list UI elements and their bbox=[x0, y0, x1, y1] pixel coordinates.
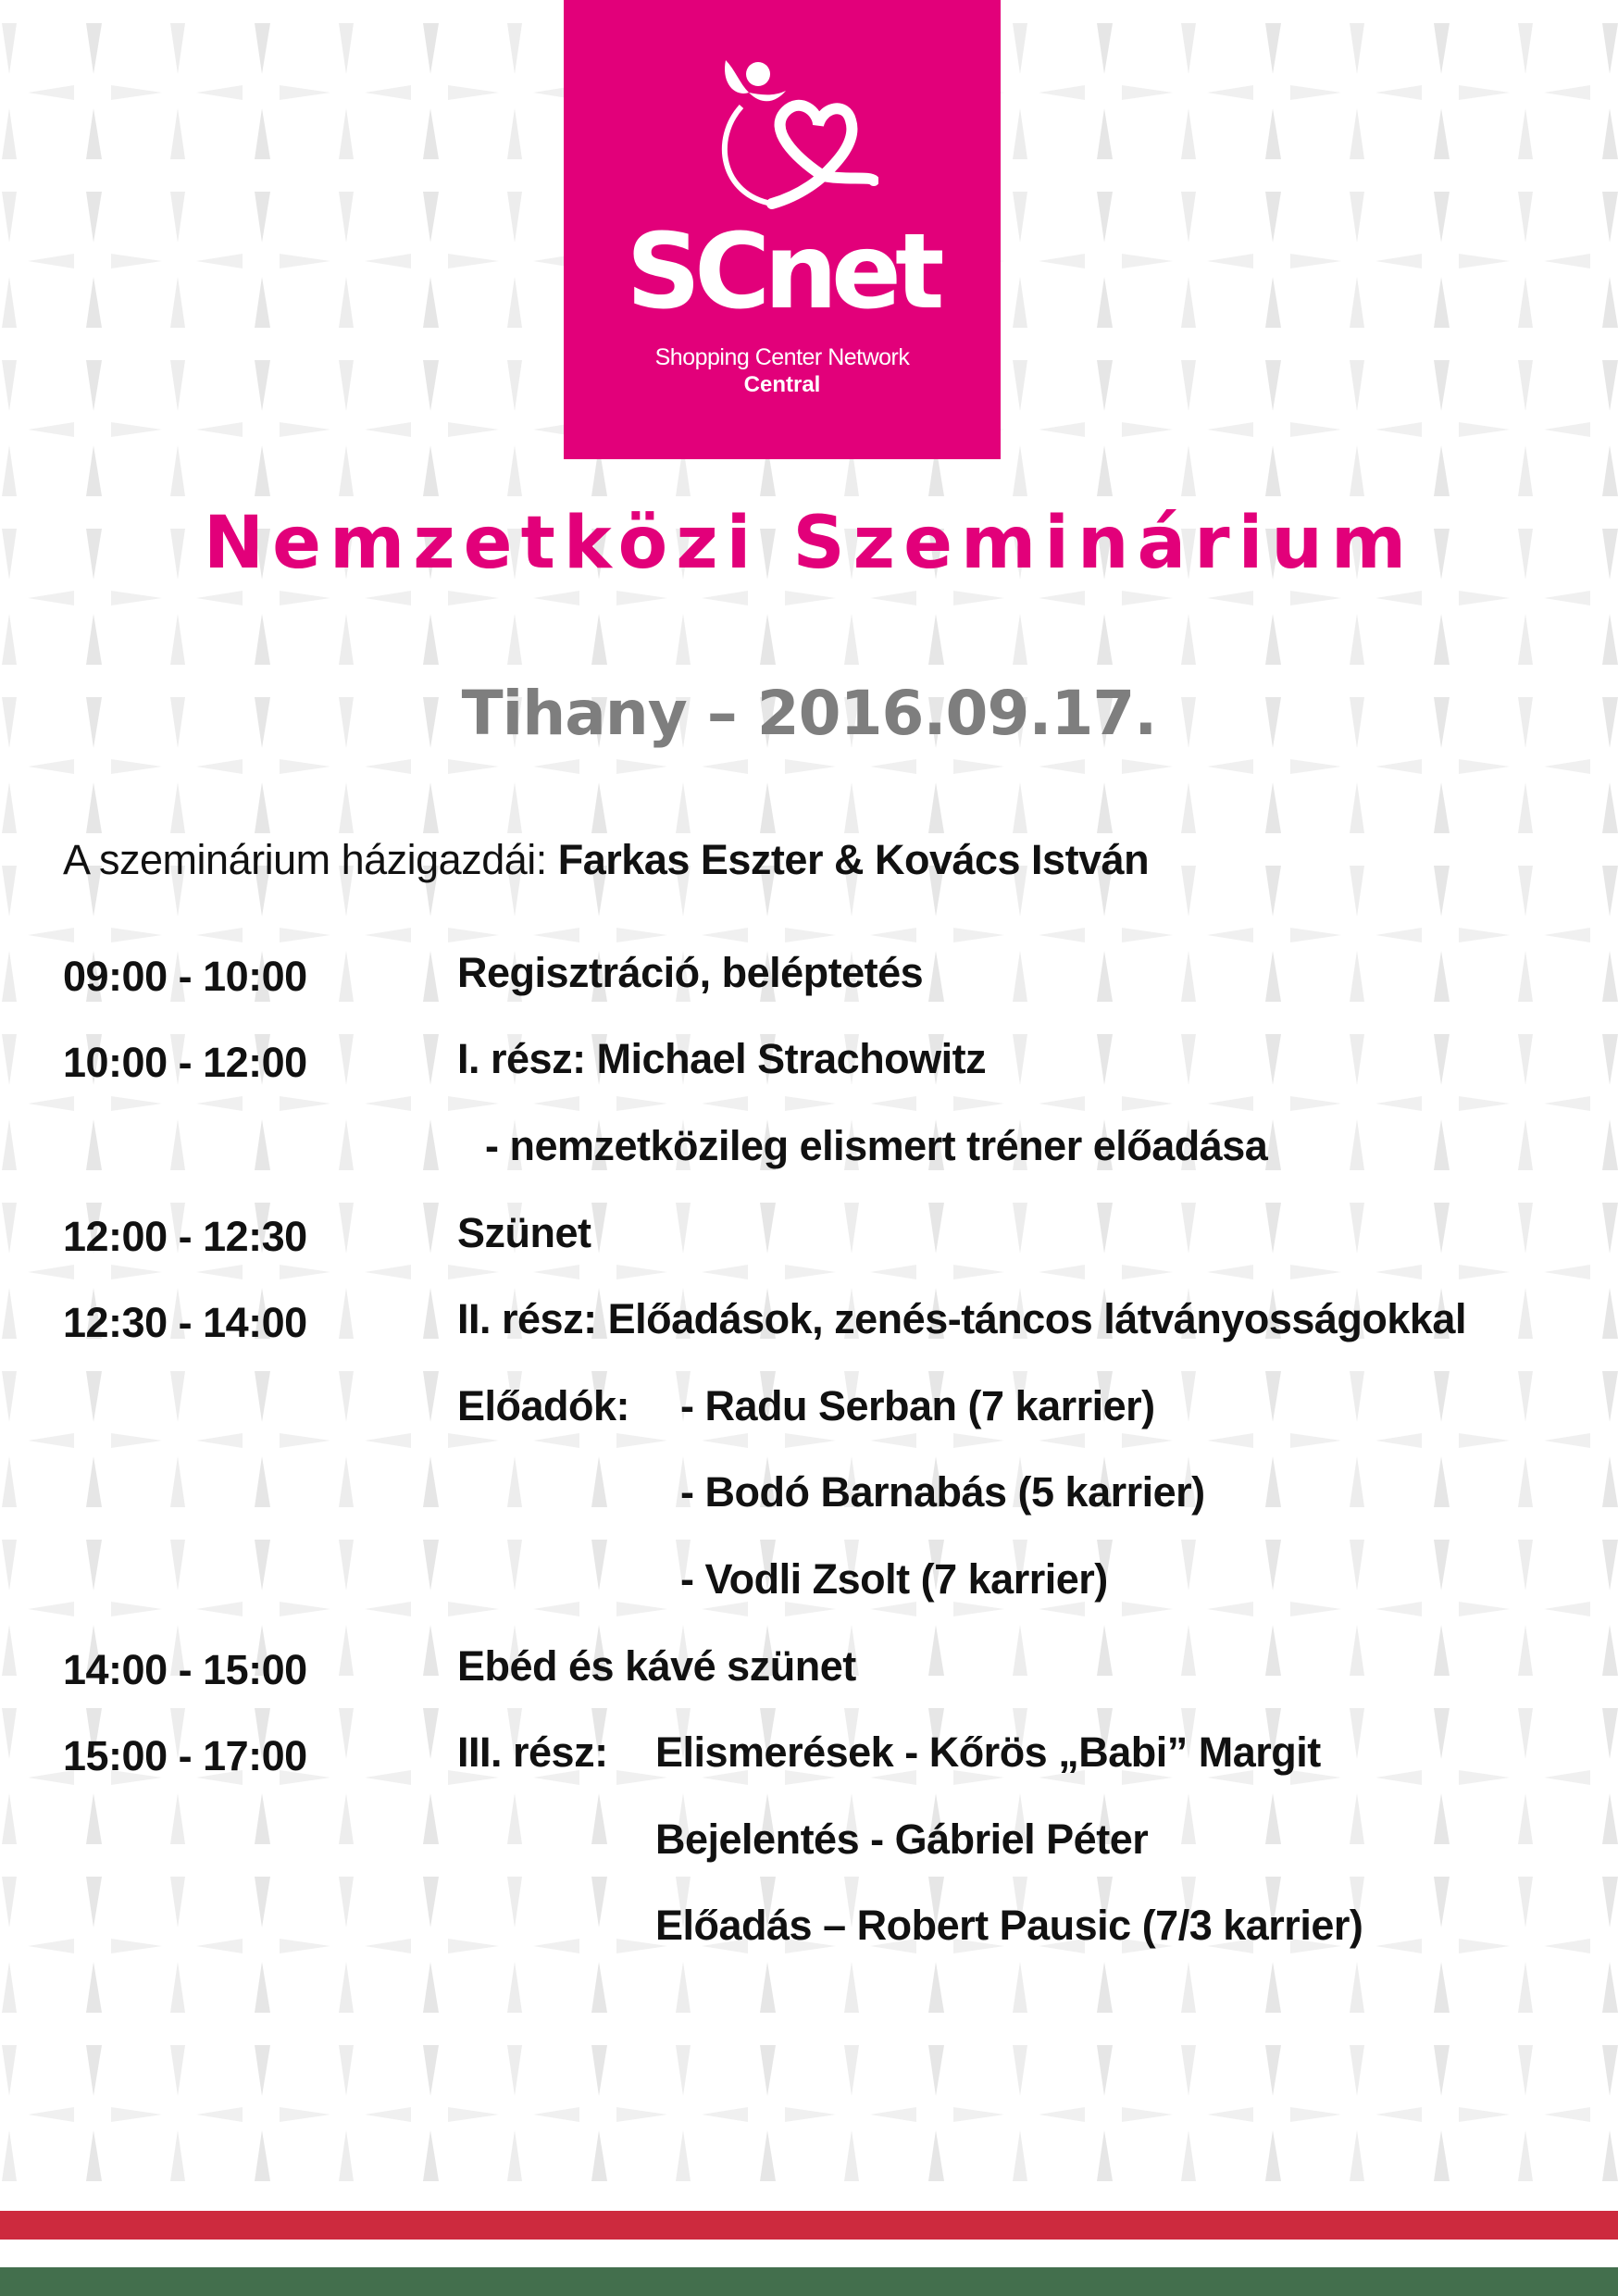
part-label: III. rész: bbox=[457, 1728, 608, 1776]
schedule-time: 09:00 - 10:00 bbox=[63, 953, 307, 1000]
schedule-item: Szünet bbox=[457, 1209, 591, 1256]
schedule-time: 12:30 - 14:00 bbox=[63, 1299, 307, 1346]
scnet-heart-figure-icon bbox=[684, 56, 878, 213]
schedule-time: 10:00 - 12:00 bbox=[63, 1039, 307, 1086]
schedule-item: Ebéd és kávé szünet bbox=[457, 1642, 856, 1690]
logo-wordmark: SCnet bbox=[626, 212, 939, 332]
schedule-item: I. rész: Michael Strachowitz bbox=[457, 1035, 987, 1082]
flag-stripe-red bbox=[0, 2211, 1618, 2240]
schedule-item: Bejelentés - Gábriel Péter bbox=[655, 1816, 1149, 1863]
schedule-time: 14:00 - 15:00 bbox=[63, 1646, 307, 1693]
page-title: Nemzetközi Szeminárium bbox=[203, 502, 1415, 585]
speaker-item: - Radu Serban (7 karrier) bbox=[680, 1382, 1155, 1429]
logo-tagline: Shopping Center Network bbox=[654, 344, 910, 370]
schedule-item: Elismerések - Kőrös „Babi” Margit bbox=[655, 1728, 1321, 1776]
schedule-item: Regisztráció, beléptetés bbox=[457, 949, 924, 996]
scnet-logo bbox=[564, 0, 1001, 459]
speakers-label: Előadók: bbox=[457, 1382, 630, 1429]
logo-region: Central bbox=[743, 372, 821, 397]
hosts-names: Farkas Eszter & Kovács István bbox=[557, 836, 1150, 883]
hosts-line bbox=[63, 836, 1150, 883]
schedule-item: II. rész: Előadások, zenés-táncos látványosságokkal bbox=[457, 1295, 1466, 1342]
schedule-item-detail: - nemzetközileg elismert tréner előadása bbox=[485, 1122, 1268, 1169]
flag-stripe-green bbox=[0, 2267, 1618, 2296]
schedule-item: Előadás – Robert Pausic (7/3 karrier) bbox=[655, 1902, 1363, 1949]
speaker-item: - Bodó Barnabás (5 karrier) bbox=[680, 1468, 1205, 1516]
flag-stripe-white bbox=[0, 2240, 1618, 2267]
schedule-time: 12:00 - 12:30 bbox=[63, 1213, 307, 1260]
event-location-date: Tihany – 2016.09.17. bbox=[461, 678, 1157, 749]
schedule-time: 15:00 - 17:00 bbox=[63, 1732, 307, 1779]
hosts-label: A szeminárium házigazdái: bbox=[63, 836, 547, 883]
speaker-item: - Vodli Zsolt (7 karrier) bbox=[680, 1555, 1108, 1603]
